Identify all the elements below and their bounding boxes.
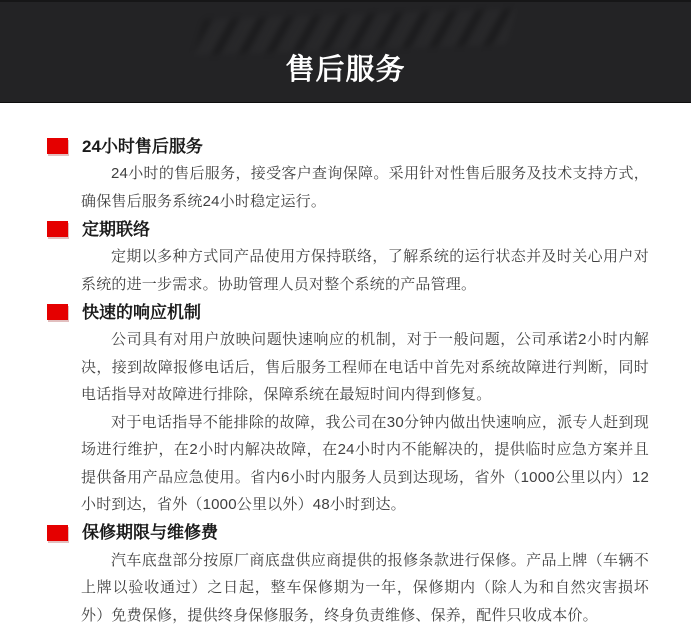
red-square-bullet-icon	[47, 221, 68, 237]
section-paragraphs	[47, 243, 649, 298]
section-heading: 快速的响应机制	[82, 302, 201, 322]
section-paragraphs	[47, 160, 649, 215]
section-heading: 定期联络	[82, 219, 150, 239]
section-heading-row	[47, 215, 649, 243]
paragraph: 定期以多种方式同产品使用方保持联络，了解系统的运行状态并及时关心用户对系统的进一步需求。协助管理人员对整个系统的产品管理。	[81, 248, 649, 293]
section-heading: 24小时售后服务	[82, 136, 203, 156]
section-1	[47, 132, 649, 215]
paragraph: 汽车底盘部分按原厂商底盘供应商提供的报修条款进行保修。产品上牌（车辆不上牌以验收通过）之日起，整车保修期为一年，保修期内（除人为和自然灾害损坏外）免费保修，提供终身保修服务，终身负责维修、保养，配件只收成本价。	[81, 551, 649, 624]
paragraph: 对于电话指导不能排除的故障，我公司在30分钟内做出快速响应，派专人赶到现场进行维护，在2小时内解决故障，在24小时内不能解决的，提供临时应急方案并且提供备用产品应急使用。省内6小时内服务人员到达现场，省外（1000公里以内）12小时到达，省外（1000公里以外）48小时到达。	[81, 413, 649, 513]
red-square-bullet-icon	[47, 138, 68, 154]
section-3	[47, 298, 649, 519]
watermark-smudge	[193, 9, 517, 56]
section-heading-row	[47, 132, 649, 160]
section-heading: 保修期限与维修费	[82, 523, 218, 542]
paragraph: 24小时的售后服务，接受客户查询保障。采用针对性售后服务及技术支持方式，确保售后服务系统24小时稳定运行。	[81, 165, 649, 210]
section-heading-row	[47, 519, 649, 547]
red-square-bullet-icon	[47, 304, 68, 320]
paragraph: 公司具有对用户放映问题快速响应的机制，对于一般问题，公司承诺2小时内解决，接到故障报修电话后，售后服务工程师在电话中首先对系统故障进行判断，同时电话指导对故障进行排除，保障系统在最短时间内得到修复。	[81, 331, 649, 403]
red-square-bullet-icon	[47, 525, 68, 541]
section-paragraphs	[47, 326, 649, 519]
section-paragraphs	[47, 547, 649, 630]
section-2	[47, 215, 649, 298]
section-4	[47, 519, 649, 630]
page-title: 售后服务	[285, 54, 406, 86]
section-heading-row	[47, 298, 649, 326]
content	[0, 103, 691, 629]
banner	[0, 0, 691, 103]
